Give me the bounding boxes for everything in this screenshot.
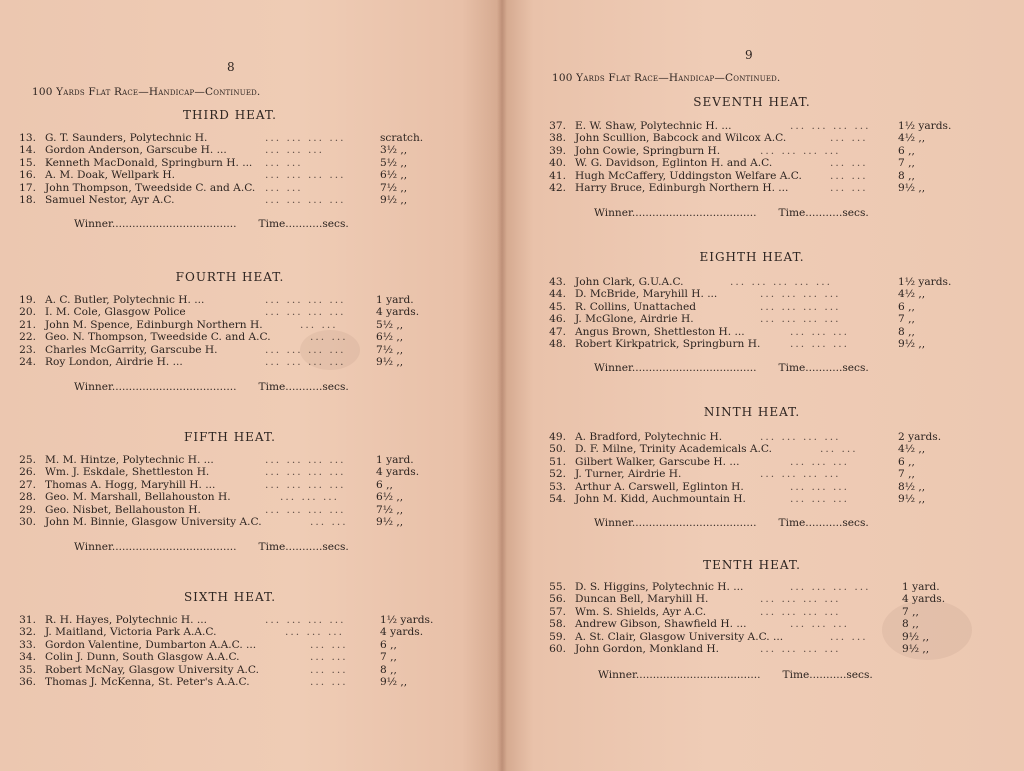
- entry-row: 17. John Thompson, Tweedside C. and A.C. ... ... 7½ ,,: [19, 181, 408, 194]
- entry-row: 44. D. McBride, Maryhill H. ... ... ... ... ... 4½ ,,: [549, 288, 926, 301]
- entry-row: 51. Gilbert Walker, Garscube H. ... ... ... ... 6 ,,: [549, 455, 915, 468]
- entry-row: 24. Roy London, Airdrie H. ... ... ... ... ... 9½ ,,: [19, 355, 404, 368]
- entry-row: 38. John Scullion, Babcock and Wilcox A.C. ... ... 4½ ,,: [549, 132, 926, 145]
- entry-row: 58. Andrew Gibson, Shawfield H. ... ... ... ... 8 ,,: [549, 618, 919, 631]
- entry-row: 28. Geo. M. Marshall, Bellahouston H. ... ... ... 6½ ,,: [19, 491, 404, 504]
- entry-row: 50. D. F. Milne, Trinity Academicals A.C. ... ... 4½ ,,: [549, 443, 926, 456]
- winner-line: Winner..................................... Time...........secs.: [594, 517, 869, 529]
- entry-row: 37. E. W. Shaw, Polytechnic H. ... ... ... ... ... 1½ yards.: [549, 120, 952, 132]
- entry-row: 13. G. T. Saunders, Polytechnic H. ... ... ... ... scratch.: [19, 132, 424, 144]
- entry-row: 16. A. M. Doak, Wellpark H. ... ... ... ... 6½ ,,: [19, 169, 408, 182]
- winner-line: Winner..................................... Time...........secs.: [74, 381, 349, 393]
- entry-row: 26. Wm. J. Eskdale, Shettleston H. ... ... ... ... 4 yards.: [19, 466, 420, 479]
- entry-row: 32. J. Maitland, Victoria Park A.A.C. ... ... ... 4 yards.: [19, 626, 424, 639]
- winner-line: Winner..................................... Time...........secs.: [594, 362, 869, 374]
- heat-title: TENTH HEAT.: [703, 558, 801, 572]
- entry-row: 60. John Gordon, Monkland H. ... ... ... ... 9½ ,,: [549, 642, 930, 655]
- entry-row: 55. D. S. Higgins, Polytechnic H. ... ... ... ... ... 1 yard.: [549, 581, 940, 593]
- entry-row: 15. Kenneth MacDonald, Springburn H. ... ... ... 5½ ,,: [19, 156, 408, 169]
- heat-entries: [540, 431, 980, 505]
- heat-title: NINTH HEAT.: [703, 405, 801, 419]
- entry-row: 23. Charles McGarrity, Garscube H. ... ... ... ... 7½ ,,: [19, 343, 404, 356]
- entry-row: 39. John Cowie, Springburn H. ... ... ... ... 6 ,,: [549, 144, 915, 157]
- entry-row: 56. Duncan Bell, Maryhill H. ... ... ... ... 4 yards.: [549, 593, 946, 606]
- entry-row: 35. Robert McNay, Glasgow University A.C. ... ... 8 ,,: [19, 663, 397, 676]
- winner-line: Winner..................................... Time...........secs.: [598, 669, 873, 681]
- running-head: 100 Yards Flat Race—Handicap—Continued.: [552, 72, 781, 84]
- book-gutter: [497, 0, 507, 771]
- entry-row: 42. Harry Bruce, Edinburgh Northern H. ... ... ... 9½ ,,: [549, 181, 926, 194]
- entry-row: 45. R. Collins, Unattached ... ... ... ... 6 ,,: [549, 300, 915, 313]
- entry-row: 53. Arthur A. Carswell, Eglinton H. ... ... ... 8½ ,,: [549, 480, 926, 493]
- entry-row: 54. John M. Kidd, Auchmountain H. ... ... ... 9½ ,,: [549, 492, 926, 505]
- heat-entries: [10, 132, 430, 206]
- entry-row: 21. John M. Spence, Edinburgh Northern H. ... ... 5½ ,,: [19, 318, 404, 331]
- entry-row: 46. J. McGlone, Airdrie H. ... ... ... ... 7 ,,: [549, 313, 915, 326]
- page-number: 8: [227, 60, 235, 74]
- winner-line: Winner..................................... Time...........secs.: [74, 218, 349, 230]
- heat-title: FIFTH HEAT.: [184, 430, 276, 444]
- entry-row: 52. J. Turner, Airdrie H. ... ... ... ... 7 ,,: [549, 468, 915, 481]
- heat-entries: [10, 294, 430, 368]
- entry-row: 31. R. H. Hayes, Polytechnic H. ... ... ... ... ... 1½ yards.: [19, 614, 434, 626]
- entry-row: 57. Wm. S. Shields, Ayr A.C. ... ... ... ... 7 ,,: [549, 605, 919, 618]
- heat-entries: [10, 614, 434, 688]
- entry-row: 30. John M. Binnie, Glasgow University A.C. ... ... 9½ ,,: [19, 515, 404, 528]
- left-page: [0, 0, 502, 771]
- winner-line: Winner..................................... Time...........secs.: [594, 207, 869, 219]
- entry-row: 49. A. Bradford, Polytechnic H. ... ... ... ... 2 yards.: [549, 431, 942, 443]
- page-number: 9: [745, 48, 753, 62]
- heat-entries: [10, 454, 430, 528]
- entry-row: 14. Gordon Anderson, Garscube H. ... ... ... ... 3½ ,,: [19, 144, 408, 157]
- entry-row: 27. Thomas A. Hogg, Maryhill H. ... ... ... ... ... 6 ,,: [19, 478, 393, 491]
- entry-row: 40. W. G. Davidson, Eglinton H. and A.C. ... ... 7 ,,: [549, 157, 915, 170]
- entry-row: 18. Samuel Nestor, Ayr A.C. ... ... ... ... 9½ ,,: [19, 193, 408, 206]
- entry-row: 33. Gordon Valentine, Dumbarton A.A.C. ... ... ... 6 ,,: [19, 638, 397, 651]
- winner-line: Winner..................................... Time...........secs.: [74, 541, 349, 553]
- running-head: 100 Yards Flat Race—Handicap—Continued.: [32, 86, 261, 98]
- heat-entries: [540, 581, 980, 655]
- heat-title: EIGHTH HEAT.: [699, 250, 805, 264]
- heat-title: FOURTH HEAT.: [175, 270, 285, 284]
- entry-row: 48. Robert Kirkpatrick, Springburn H. ... ... ... 9½ ,,: [549, 337, 926, 350]
- entry-row: 36. Thomas J. McKenna, St. Peter's A.A.C. ... ... 9½ ,,: [19, 675, 408, 688]
- entry-row: 25. M. M. Hintze, Polytechnic H. ... ... ... ... ... 1 yard.: [19, 454, 414, 466]
- right-page: [502, 0, 1024, 771]
- entry-row: 43. John Clark, G.U.A.C. ... ... ... ... ... 1½ yards.: [549, 276, 952, 288]
- heat-entries: [540, 120, 980, 194]
- entry-row: 20. I. M. Cole, Glasgow Police ... ... ... ... 4 yards.: [19, 306, 420, 319]
- heat-title: SEVENTH HEAT.: [693, 95, 811, 109]
- entry-row: 19. A. C. Butler, Polytechnic H. ... ... ... ... ... 1 yard.: [19, 294, 414, 306]
- heat-title: SIXTH HEAT.: [183, 590, 277, 604]
- entry-row: 34. Colin J. Dunn, South Glasgow A.A.C. ... ... 7 ,,: [19, 651, 397, 664]
- heat-entries: [540, 276, 980, 350]
- entry-row: 59. A. St. Clair, Glasgow University A.C. ... ... ... 9½ ,,: [549, 630, 930, 643]
- entry-row: 22. Geo. N. Thompson, Tweedside C. and A.C. ... ... 6½ ,,: [19, 331, 404, 344]
- entry-row: 41. Hugh McCaffery, Uddingston Welfare A.C. ... ... 8 ,,: [549, 169, 915, 182]
- entry-row: 47. Angus Brown, Shettleston H. ... ... ... ... 8 ,,: [549, 325, 915, 338]
- entry-row: 29. Geo. Nisbet, Bellahouston H. ... ... ... ... 7½ ,,: [19, 503, 404, 516]
- heat-title: THIRD HEAT.: [183, 108, 277, 122]
